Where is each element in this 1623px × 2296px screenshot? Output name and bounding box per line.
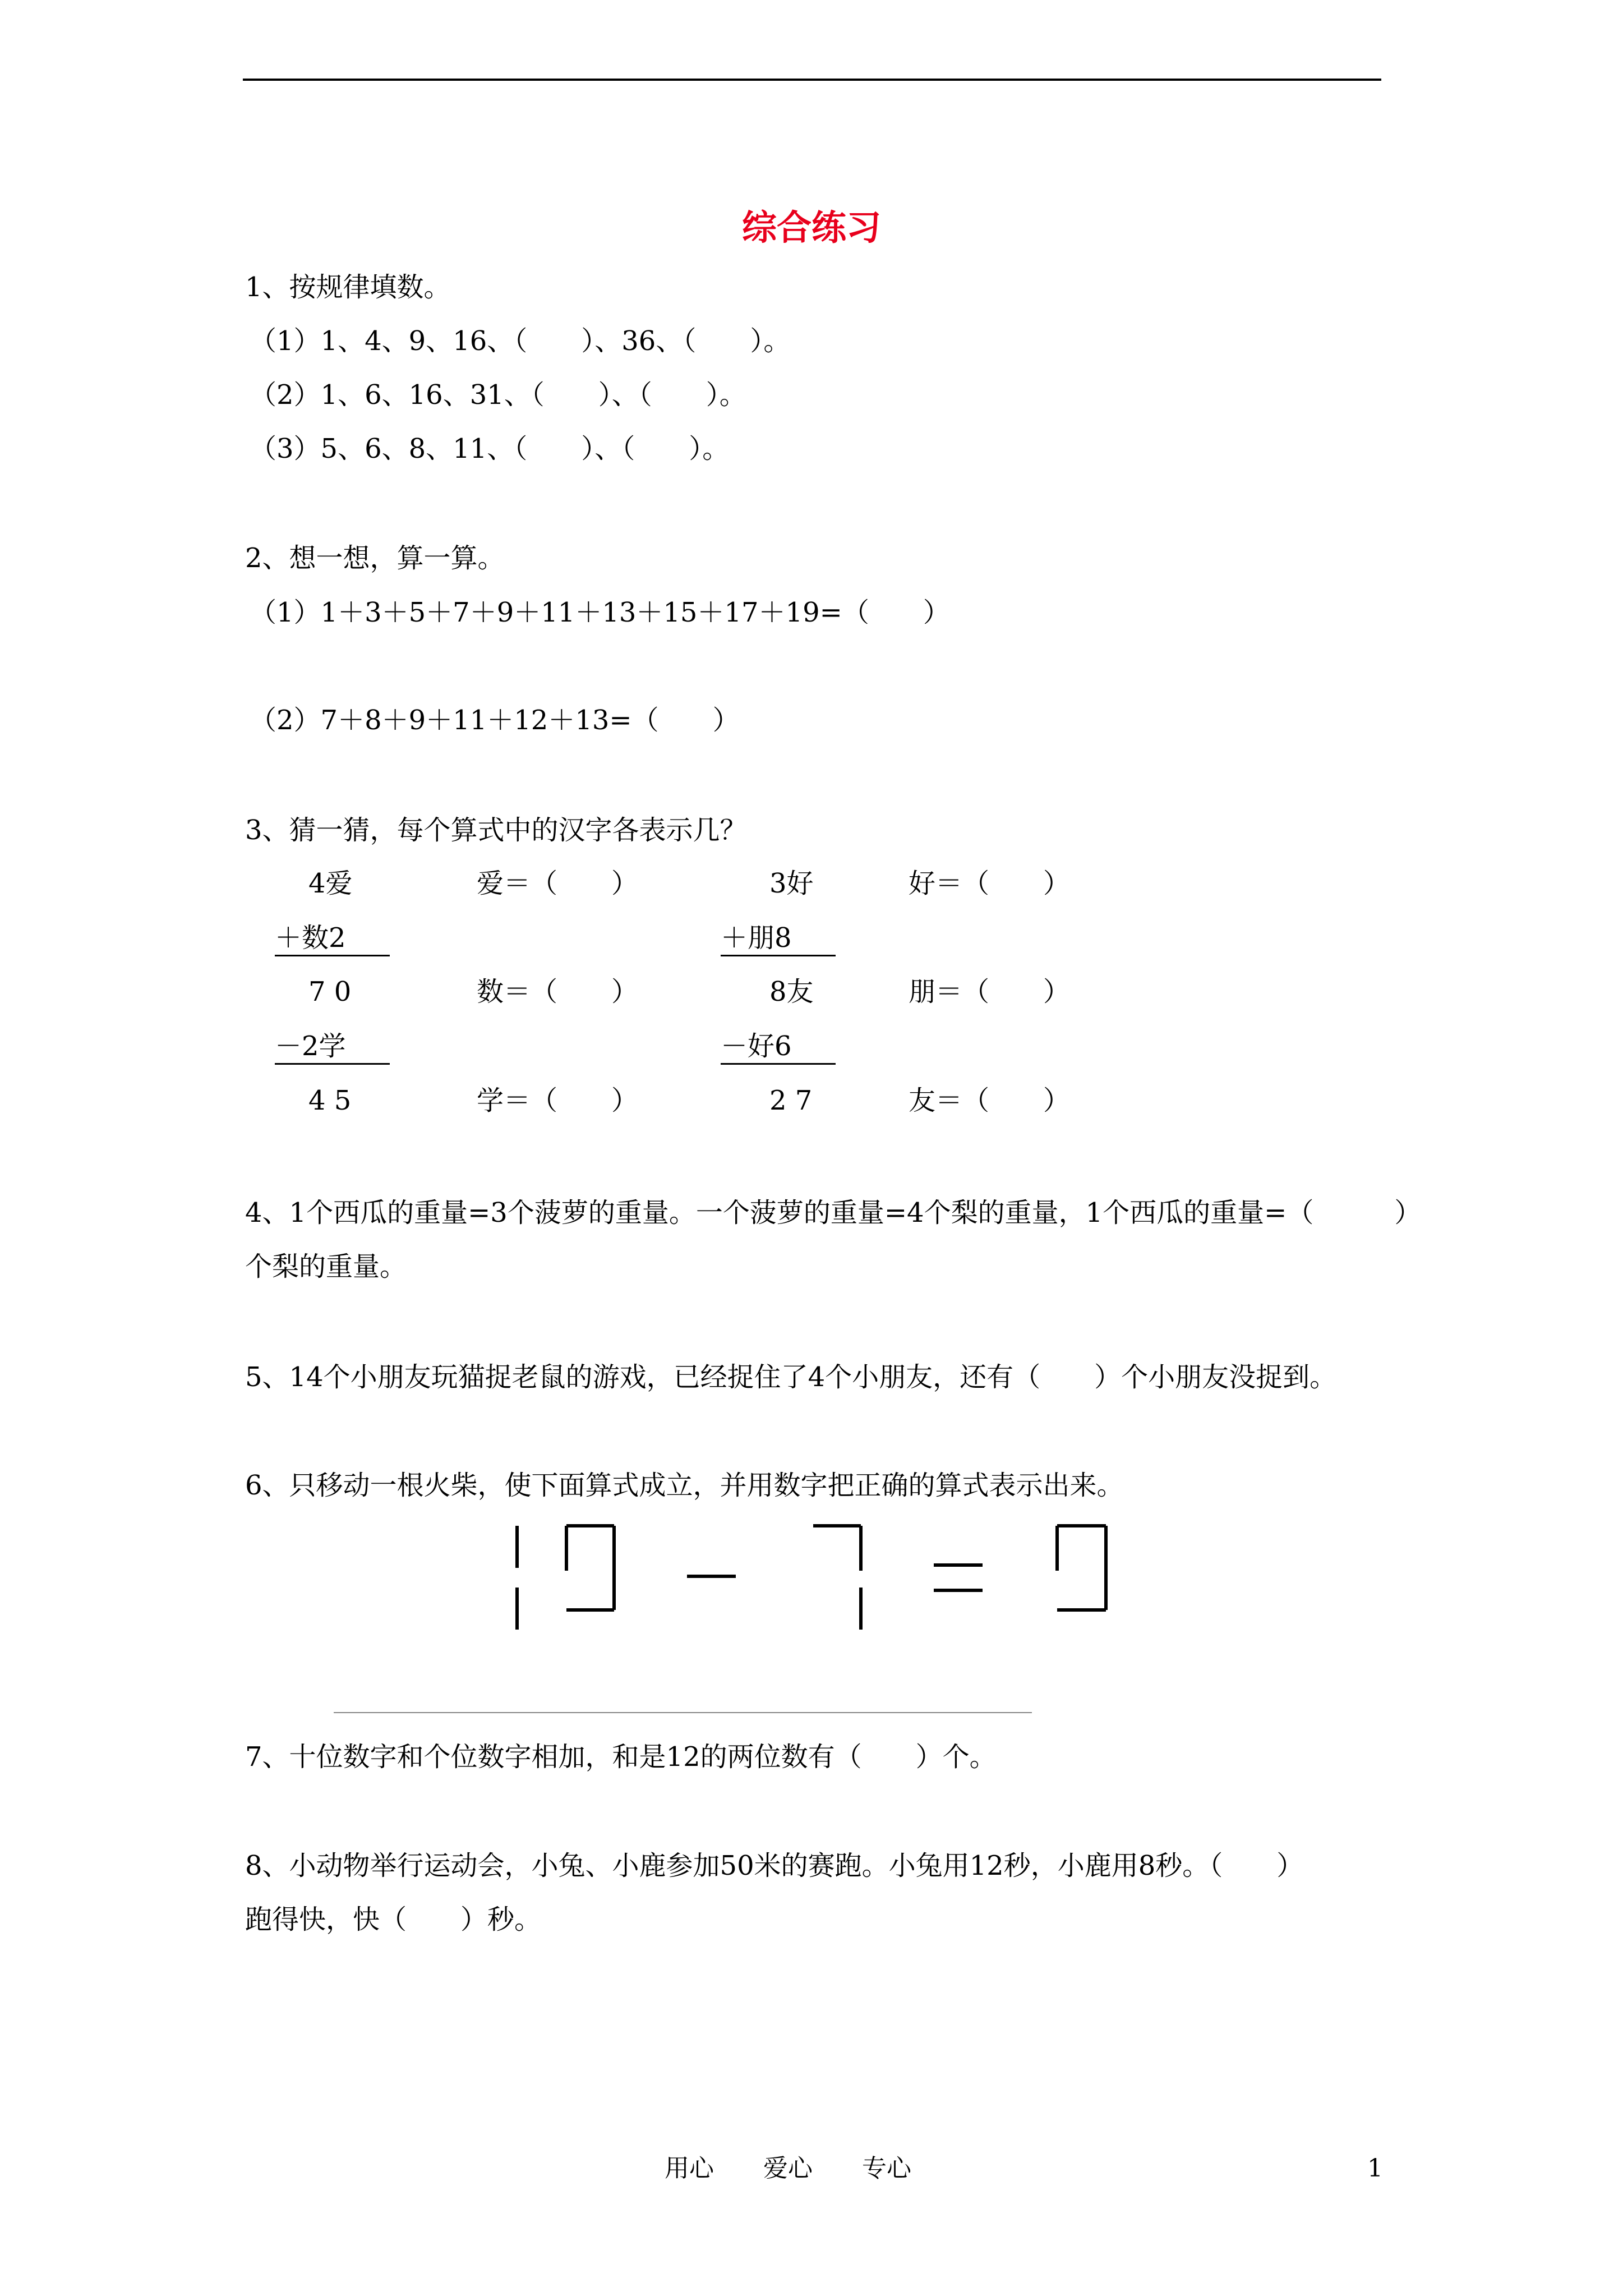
q3-left-row-4: －2学 [275,1030,346,1062]
q3-answer-peng: 朋＝（ ） [909,976,1071,1007]
q1-stem: 1、按规律填数。 [245,272,451,303]
q3-left-row-3: 7 0 [308,976,352,1007]
q3-stem: 3、猜一猜，每个算式中的汉字各表示几？ [245,815,747,846]
q3-answer-you: 友＝（ ） [909,1085,1071,1116]
q7-text: 7、十位数字和个位数字相加，和是12的两位数有（ ）个。 [245,1741,997,1773]
q3-left-row-1: 4爱 [308,868,353,899]
q4-line-1: 4、1个西瓜的重量=3个菠萝的重量。一个菠萝的重量=4个梨的重量，1个西瓜的重量=（ ） [245,1197,1422,1228]
q3-left-row-2: ＋数2 [275,922,346,954]
page-number: 1 [1367,2154,1383,2183]
q1-item-2: （2）1、6、16、31、（ ）、（ ）。 [250,379,746,411]
q3-right-row-1: 3好 [769,868,814,899]
q3-right-row-2: ＋朋8 [721,922,792,954]
q8-line-2: 跑得快，快（ ）秒。 [245,1904,542,1935]
footer-text: 用心 爱心 专心 [665,2154,911,2183]
q6-stem: 6、只移动一根火柴，使下面算式成立，并用数字把正确的算式表示出来。 [245,1470,1124,1501]
q3-left-row-5: 4 5 [308,1085,352,1116]
q5-text: 5、14个小朋友玩猫捉老鼠的游戏，已经捉住了4个小朋友，还有（ ）个小朋友没捉到。 [245,1361,1337,1393]
q3-answer-hao: 好＝（ ） [909,868,1071,899]
q3-answer-ai: 爱＝（ ） [477,868,639,899]
q3-right-row-5: 2 7 [769,1085,813,1116]
q3-answer-shu: 数＝（ ） [477,976,639,1007]
q4-line-2: 个梨的重量。 [245,1251,407,1282]
q2-stem: 2、想一想，算一算。 [245,542,505,574]
q1-item-3: （3）5、6、8、11、（ ）、（ ）。 [250,433,730,464]
q6-answer-line[interactable] [334,1712,1032,1713]
q3-right-row-3: 8友 [769,976,814,1007]
q3-answer-xue: 学＝（ ） [477,1085,639,1116]
q2-item-1: （1）1＋3＋5＋7＋9＋11＋13＋15＋17＋19=（ ） [250,597,950,628]
page-title: 综合练习 [741,207,881,248]
q1-item-1: （1）1、4、9、16、（ ）、36、（ ）。 [250,325,791,357]
q8-line-1: 8、小动物举行运动会，小兔、小鹿参加50米的赛跑。小兔用12秒，小鹿用8秒。（ ） [245,1850,1304,1881]
q3-right-row-4: －好6 [721,1030,792,1062]
q2-item-2: （2）7＋8＋9＋11＋12＋13=（ ） [250,705,740,736]
